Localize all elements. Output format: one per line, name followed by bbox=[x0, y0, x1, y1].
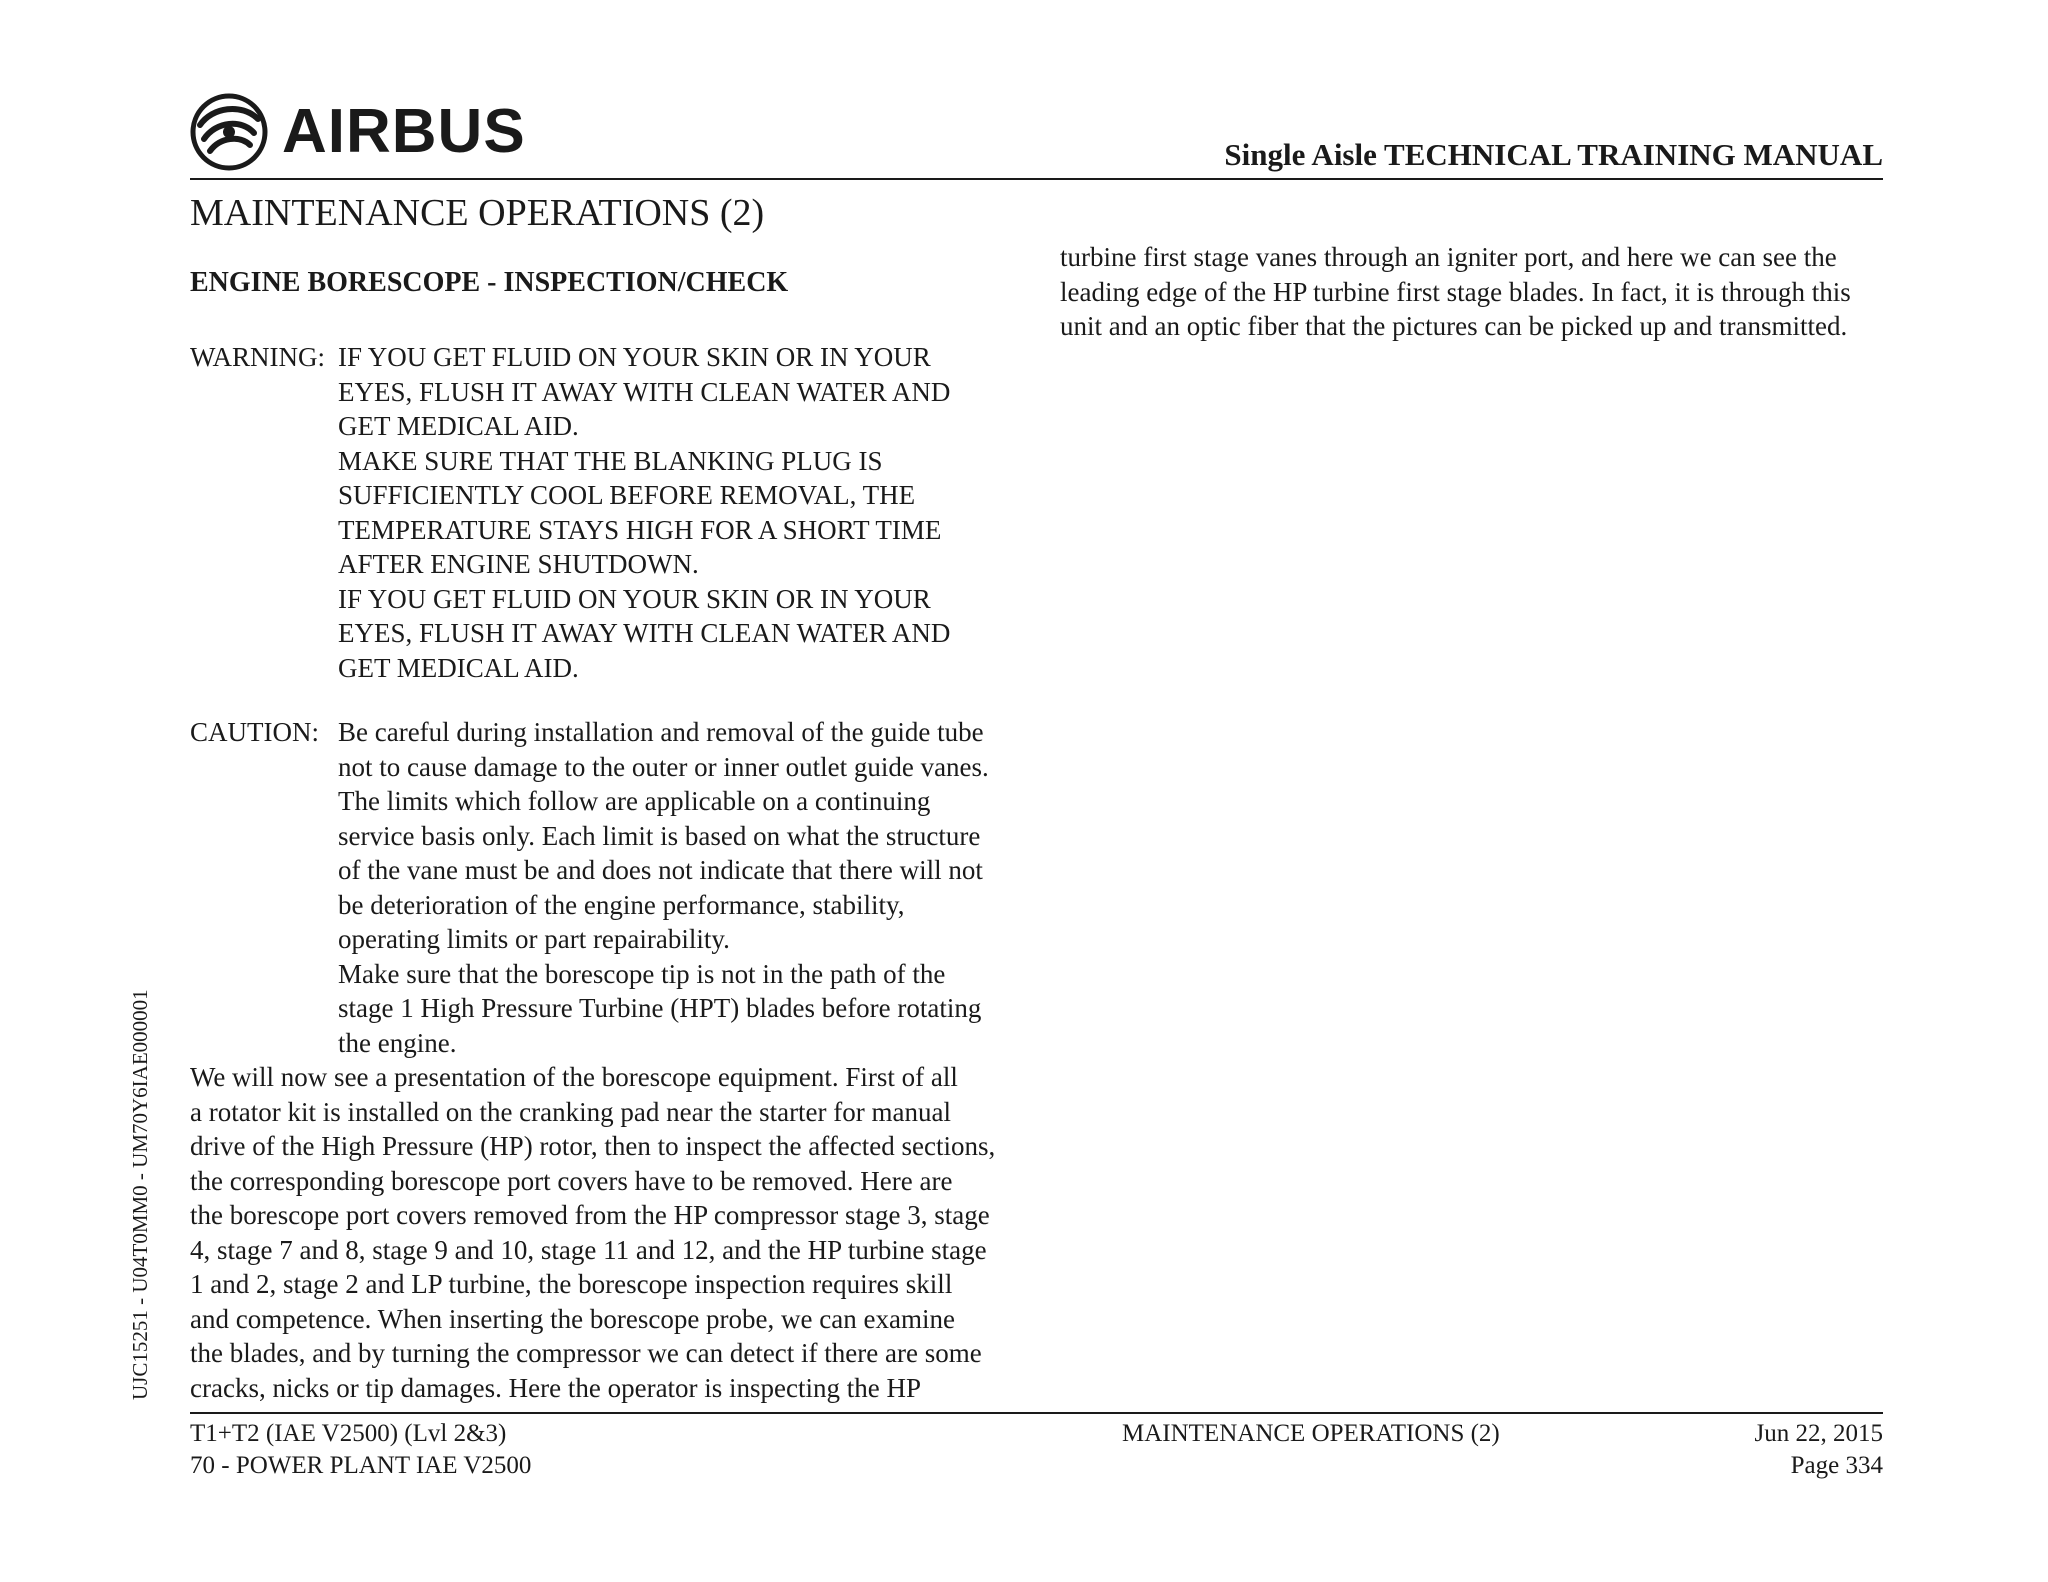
warning-line: GET MEDICAL AID. bbox=[338, 652, 579, 683]
caution-line: the engine. bbox=[338, 1027, 457, 1058]
section-heading: ENGINE BORESCOPE - INSPECTION/CHECK bbox=[190, 267, 789, 298]
footer-page-number: Page 334 bbox=[1790, 1452, 1883, 1479]
airbus-swirl-icon bbox=[190, 93, 268, 171]
caution-text bbox=[338, 715, 1020, 1060]
caution-line: of the vane must be and does not indicate that there will not bbox=[338, 855, 983, 885]
warning-label: WARNING: bbox=[190, 342, 325, 372]
body-line: drive of the High Pressure (HP) rotor, then to inspect the affected sections, bbox=[190, 1131, 996, 1161]
warning-line: SUFFICIENTLY COOL BEFORE REMOVAL, THE bbox=[338, 480, 916, 510]
body-line: the blades, and by turning the compressor we can detect if there are some bbox=[190, 1338, 982, 1368]
body-line: turbine first stage vanes through an igniter port, and here we can see the bbox=[1060, 242, 1837, 272]
logo-text: AIRBUS bbox=[282, 97, 526, 166]
body-line: cracks, nicks or tip damages. Here the operator is inspecting the HP bbox=[190, 1372, 922, 1403]
body-line: 4, stage 7 and 8, stage 9 and 10, stage 11 and 12, and the HP turbine stage bbox=[190, 1234, 987, 1265]
airbus-logo bbox=[190, 92, 526, 172]
body-line: We will now see a presentation of the borescope equipment. First of all bbox=[190, 1062, 958, 1092]
body-line: the borescope port covers removed from the HP compressor stage 3, stage bbox=[190, 1200, 990, 1230]
body-line: unit and an optic fiber that the pictures can be picked up and transmitted. bbox=[1060, 311, 1848, 341]
caution-line: Make sure that the borescope tip is not in the path of the bbox=[338, 958, 946, 989]
body-line: the corresponding borescope port covers have to be removed. Here are bbox=[190, 1165, 953, 1196]
footer-course: T1+T2 (IAE V2500) (Lvl 2&3) bbox=[190, 1420, 507, 1447]
manual-title: Single Aisle TECHNICAL TRAINING MANUAL bbox=[1224, 137, 1883, 172]
caution-line: not to cause damage to the outer or inner outlet guide vanes. bbox=[338, 751, 989, 782]
caution-line: stage 1 High Pressure Turbine (HPT) blades before rotating bbox=[338, 993, 982, 1023]
caution-line: service basis only. Each limit is based on what the structure bbox=[338, 820, 981, 851]
body-line: 1 and 2, stage 2 and LP turbine, the borescope inspection requires skill bbox=[190, 1269, 953, 1299]
body-line: and competence. When inserting the borescope probe, we can examine bbox=[190, 1303, 955, 1334]
body-paragraph-right bbox=[1060, 240, 1890, 344]
warning-line: EYES, FLUSH IT AWAY WITH CLEAN WATER AND bbox=[338, 618, 951, 648]
warning-line: GET MEDICAL AID. bbox=[338, 411, 579, 441]
warning-block bbox=[190, 340, 1020, 685]
caution-line: Be careful during installation and removal of the guide tube bbox=[338, 717, 984, 747]
footer-date: Jun 22, 2015 bbox=[1754, 1420, 1883, 1447]
warning-line: EYES, FLUSH IT AWAY WITH CLEAN WATER AND bbox=[338, 376, 951, 407]
caution-line: The limits which follow are applicable on a continuing bbox=[338, 786, 931, 816]
warning-line: AFTER ENGINE SHUTDOWN. bbox=[338, 549, 699, 579]
page-title: MAINTENANCE OPERATIONS (2) bbox=[190, 192, 765, 234]
header-rule bbox=[190, 178, 1883, 180]
warning-text bbox=[338, 340, 1020, 685]
footer-section-title: MAINTENANCE OPERATIONS (2) bbox=[1122, 1420, 1500, 1447]
footer-rule bbox=[190, 1412, 1883, 1414]
body-paragraph-left bbox=[190, 1060, 1020, 1405]
side-document-code: UJC15251 - U04T0MM0 - UM70Y6IAE000001 bbox=[128, 989, 152, 1400]
body-line: leading edge of the HP turbine first stage blades. In fact, it is through this bbox=[1060, 276, 1851, 307]
warning-line: IF YOU GET FLUID ON YOUR SKIN OR IN YOUR bbox=[338, 583, 931, 614]
caution-line: be deterioration of the engine performance, stability, bbox=[338, 889, 905, 920]
warning-line: IF YOU GET FLUID ON YOUR SKIN OR IN YOUR bbox=[338, 342, 931, 372]
body-line: a rotator kit is installed on the cranking pad near the starter for manual bbox=[190, 1096, 951, 1127]
caution-label: CAUTION: bbox=[190, 717, 319, 747]
caution-line: operating limits or part repairability. bbox=[338, 924, 730, 954]
warning-line: TEMPERATURE STAYS HIGH FOR A SHORT TIME bbox=[338, 514, 942, 545]
caution-block bbox=[190, 715, 1020, 1060]
footer-chapter: 70 - POWER PLANT IAE V2500 bbox=[190, 1452, 532, 1479]
warning-line: MAKE SURE THAT THE BLANKING PLUG IS bbox=[338, 445, 883, 476]
